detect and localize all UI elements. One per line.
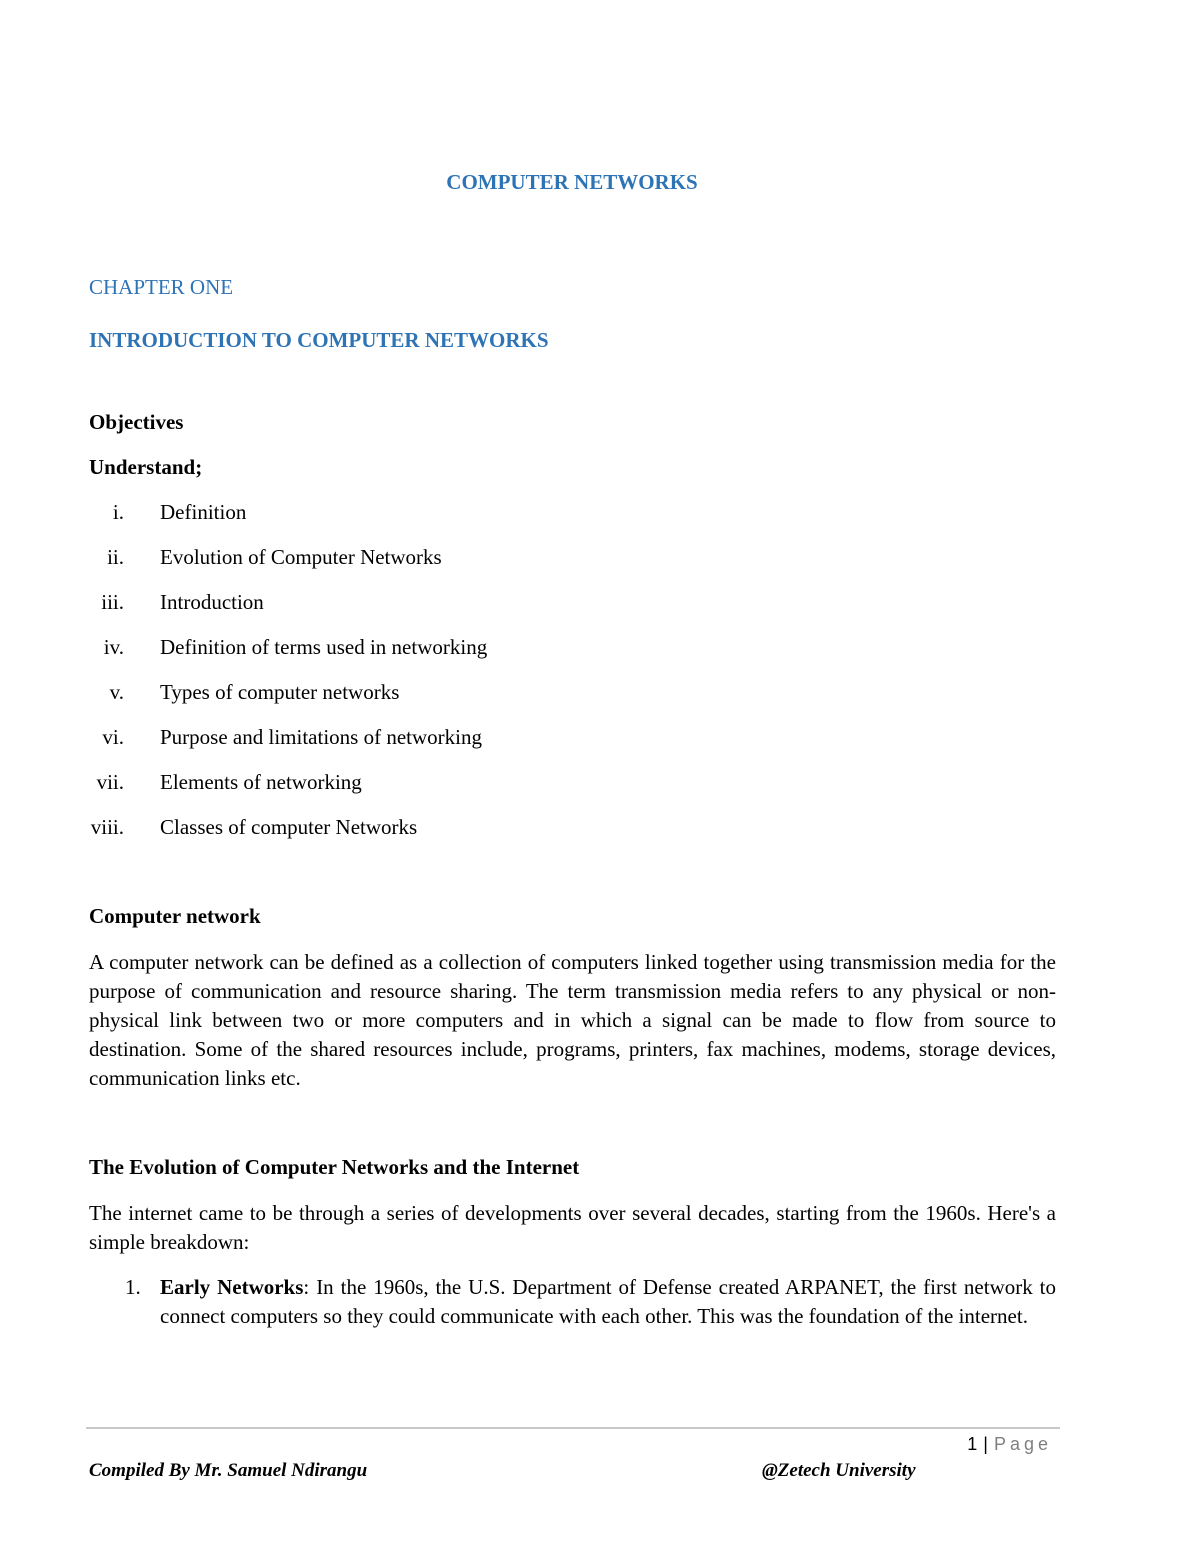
objective-text: Elements of networking [160, 770, 362, 794]
objective-text: Evolution of Computer Networks [160, 545, 442, 569]
objective-number: v. [109, 680, 124, 704]
chapter-heading: INTRODUCTION TO COMPUTER NETWORKS [89, 328, 549, 352]
objective-text: Definition of terms used in networking [160, 635, 488, 659]
computer-network-paragraph: A computer network can be defined as a collection of computers linked together using transmission media for the purpose of communication and resource sharing. The term transmission media refers to any physical or non-physical link between two or more computers and in which a signal can be made to flow from source to destination. Some of the shared resources include, programs, printers, fax machines, modems, storage devices, communication links etc. [89, 950, 1056, 1090]
footer-institution: @Zetech University [762, 1460, 916, 1481]
objective-number: i. [112, 500, 124, 524]
page-number-value: 1 [967, 1434, 978, 1454]
objective-text: Purpose and limitations of networking [160, 725, 482, 749]
objective-number: ii. [107, 545, 124, 569]
objectives-heading: Objectives [89, 410, 184, 434]
evolution-list [0, 1273, 1056, 1331]
page-number [967, 1434, 1052, 1455]
objective-text: Introduction [160, 590, 264, 614]
objective-text: Definition [160, 500, 247, 524]
objective-number: vii. [96, 770, 124, 794]
list-item-text: : In the 1960s, the U.S. Department of Defense created ARPANET, the first network to connect computers so they could communicate with each other. This was the foundation of the internet. [160, 1275, 1056, 1328]
evolution-intro-paragraph: The internet came to be through a series of developments over several decades, starting from the 1960s. Here's a simple breakdown: [89, 1201, 1056, 1254]
document-title: COMPUTER NETWORKS [446, 170, 698, 194]
objectives-lead: Understand; [89, 455, 203, 479]
list-item-lead: Early Networks [160, 1275, 304, 1299]
objective-number: iii. [101, 590, 124, 614]
list-item-body [160, 1273, 1056, 1331]
evolution-heading: The Evolution of Computer Networks and the Internet [89, 1155, 580, 1179]
list-number: 1. [125, 1275, 141, 1299]
objective-number: viii. [90, 815, 124, 839]
page-word: Page [993, 1434, 1052, 1454]
objective-text: Types of computer networks [160, 680, 400, 704]
objective-number: iv. [103, 635, 124, 659]
objective-text: Classes of computer Networks [160, 815, 418, 839]
page-number-separator: | [983, 1434, 988, 1454]
evolution-list-item [0, 1273, 1056, 1331]
chapter-label: CHAPTER ONE [89, 275, 234, 299]
objective-number: vi. [102, 725, 124, 749]
footer-divider [86, 1427, 1060, 1429]
computer-network-heading: Computer network [89, 904, 261, 928]
footer-compiled-by: Compiled By Mr. Samuel Ndirangu [89, 1460, 368, 1481]
